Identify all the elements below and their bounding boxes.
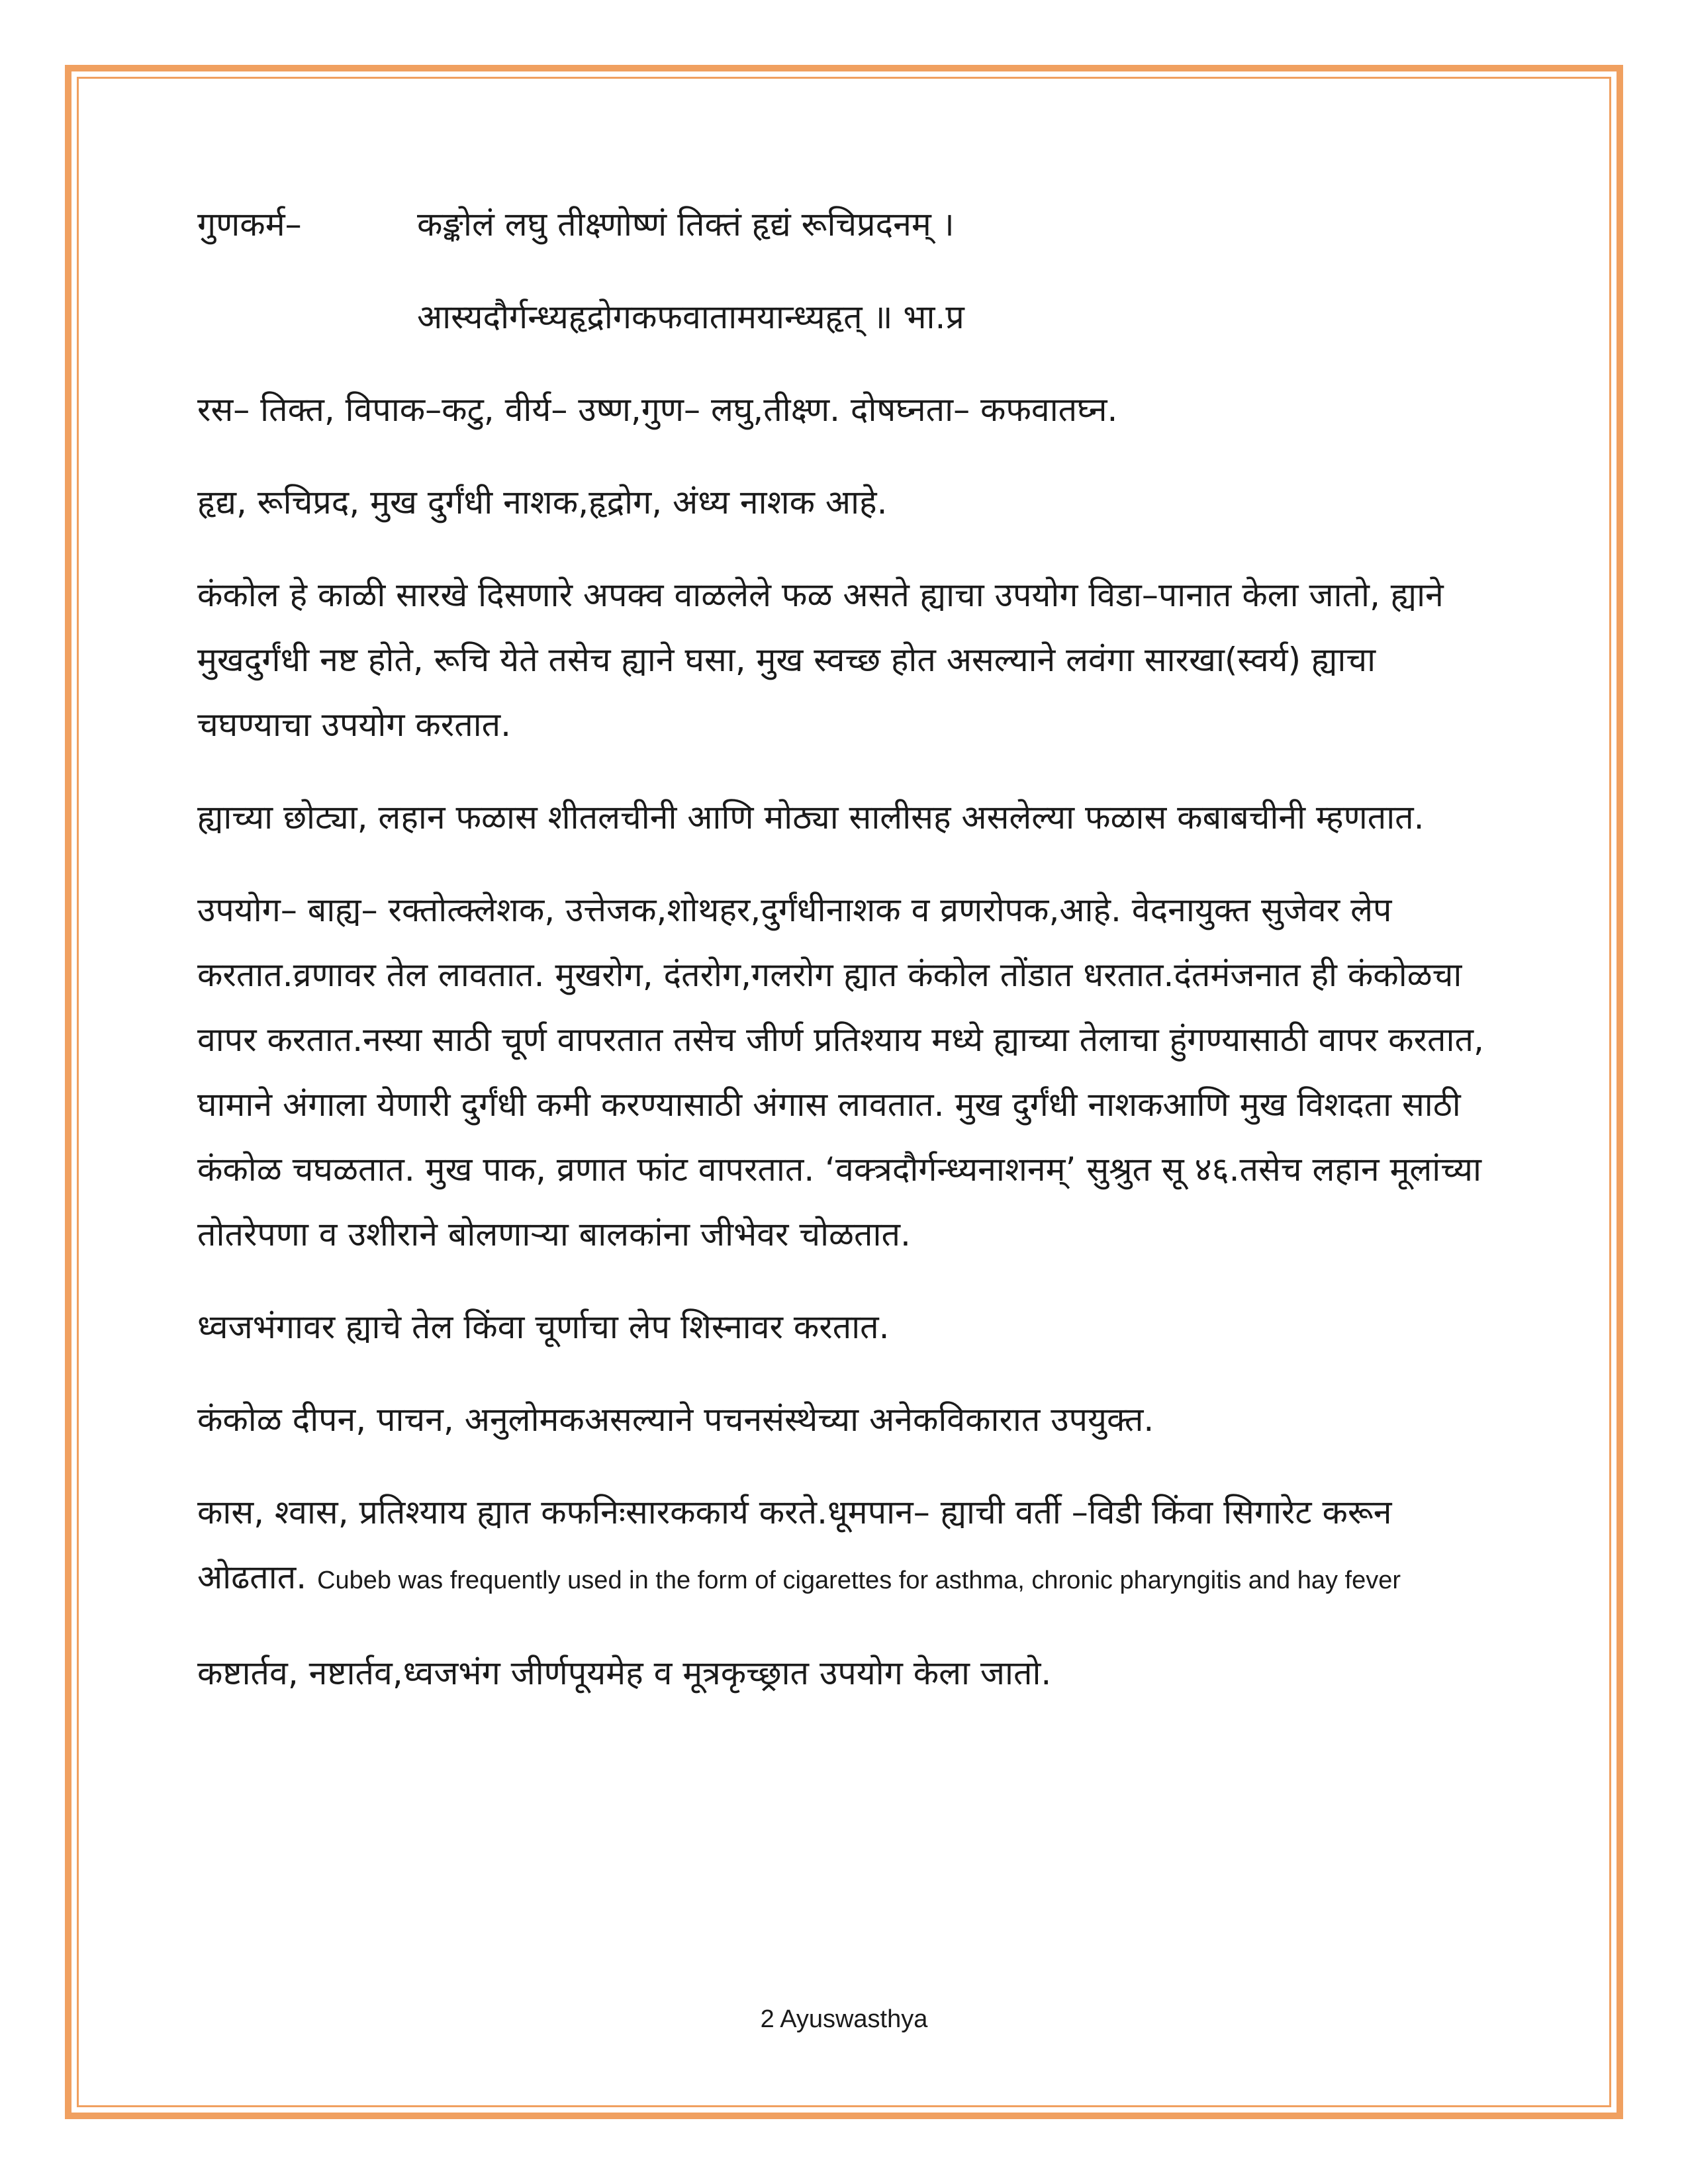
dhvajabhanga-paragraph: ध्वजभंगावर ह्याचे तेल किंवा चूर्णाचा लेप शिस्नावर करतात. bbox=[197, 1308, 890, 1346]
document-body bbox=[197, 192, 1495, 1706]
kasa-paragraph bbox=[197, 1480, 1495, 1613]
shloka-line-1 bbox=[197, 192, 1495, 257]
hridya-paragraph: हृद्य, रूचिप्रद, मुख दुर्गंधी नाशक,हृद्रोग, अंध्य नाशक आहे. bbox=[197, 483, 888, 522]
kasa-marathi-text: कास, श्वास, प्रतिश्याय ह्यात कफनिःसारककार्य करते.धूमपान– ह्याची वर्ती –विडी किंवा सिगारेट करून ओढतात. bbox=[197, 1493, 1392, 1596]
shloka-verse-2: आस्यदौर्गन्ध्यहृद्रोगकफवातामयान्ध्यहृत् ॥ भा.प्र bbox=[417, 298, 964, 336]
shloka-verse-1: कङ्कोलं लघु तीक्ष्णोष्णं तिक्तं हृद्यं रूचिप्रदनम् । bbox=[417, 205, 955, 244]
kankol-description-paragraph: कंकोल हे काळी सारखे दिसणारे अपक्व वाळलेले फळ असते ह्याचा उपयोग विडा–पानात केला जातो, ह्याने मुखदुर्गंधी नष्ट होते, रूचि येते तसेच ह्याने घसा, मुख स्वच्छ होत असल्याने लवंगा सारखा(स्वर्य) ह्याचा चघण्याचा उपयोग करतात. bbox=[197, 576, 1444, 744]
deepan-paragraph: कंकोळ दीपन, पाचन, अनुलोमकअसल्याने पचनसंस्थेच्या अनेकविकारात उपयुक्त. bbox=[197, 1400, 1154, 1439]
upayog-paragraph: उपयोग– बाह्य– रक्तोत्क्लेशक, उत्तेजक,शोथहर,दुर्गंधीनाशक व व्रणरोपक,आहे. वेदनायुक्त सुजेवर लेप करतात.व्रणावर तेल लावतात. मुखरोग, दंतरोग,गलरोग ह्यात कंकोल तोंडात धरतात.दंतमंजनात ही कंकोळचा वापर करतात.नस्या साठी चूर्ण वापरतात तसेच जीर्ण प्रतिश्याय मध्ये ह्याच्या तेलाचा हुंगण्यासाठी वापर करतात, घामाने अंगाला येणारी दुर्गंधी कमी करण्यासाठी अंगास लावतात. मुख दुर्गंधी नाशकआणि मुख विशदता साठी कंकोळ चघळतात. मुख पाक, व्रणात फांट वापरतात. ‘वक्त्रदौर्गन्ध्यनाशनम्’ सुश्रुत सू ४६.तसेच लहान मूलांच्या तोतरेपणा व उशीराने बोलणाऱ्या बालकांना जीभेवर चोळतात. bbox=[197, 891, 1484, 1253]
kashtartava-paragraph: कष्टार्तव, नष्टार्तव,ध्वजभंग जीर्णपूयमेह व मूत्रकृच्छ्रात उपयोग केला जातो. bbox=[197, 1654, 1052, 1692]
page-footer: 2 Ayuswasthya bbox=[760, 2005, 928, 2033]
rasa-paragraph: रस– तिक्त, विपाक–कटु, वीर्य– उष्ण,गुण– लघु,तीक्ष्ण. दोषघ्नता– कफवातघ्न. bbox=[197, 390, 1118, 429]
shloka-line-2 bbox=[197, 285, 1495, 349]
gunakarma-label: गुणकर्म– bbox=[197, 205, 302, 244]
cubeb-english-note: Cubeb was frequently used in the form of cigarettes for asthma, chronic pharyngitis and hay fever bbox=[317, 1567, 1401, 1594]
sheetalchini-paragraph: ह्याच्या छोट्या, लहान फळास शीतलचीनी आणि मोठ्या सालीसह असलेल्या फळास कबाबचीनी म्हणतात. bbox=[197, 798, 1425, 837]
